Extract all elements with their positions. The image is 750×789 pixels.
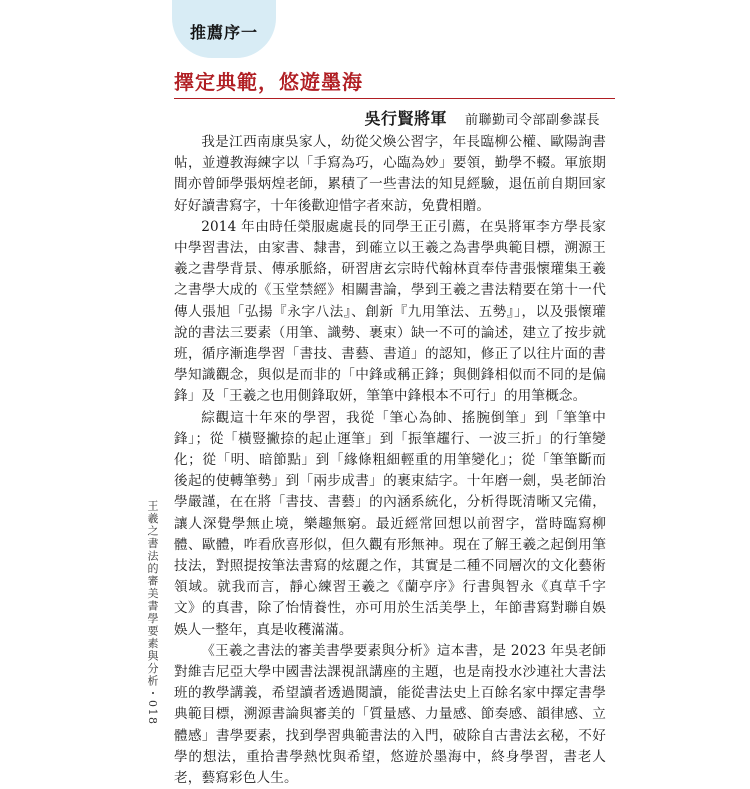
preface-body [174,132,606,789]
paragraph: 綜觀這十年來的學習，我從「筆心為帥、搖腕倒筆」到「筆筆中鋒」；從「橫豎撇捺的起止運筆」到「振筆趯行、一波三折」的行筆變化；從「明、暗節點」到「緣條粗細輕重的用筆變化」；從「筆筆斷而後起的使轉筆勢」到「兩步成書」的裹束結字。十年磨一劍，吳老師治學嚴謹，在在將「書技、書藝」的內涵系統化，分析得既清晰又完備，讓人深覺學無止境，樂趣無窮。最近經常回想以前習字，當時臨寫柳體、歐體，咋看欣喜形似，但久觀有形無神。現在了解王羲之起倒用筆技法，對照提按筆法書寫的炫麗之作，其實是二種不同層次的文化藝術領域。就我而言，靜心練習王羲之《蘭亭序》行書與智永《真草千字文》的真書，除了怡情養性，亦可用於生活美學上，年節書寫對聯自娛娛人一整年，真是收穫滿滿。 [174,409,606,638]
author-line [364,106,600,129]
section-tab-label: 推薦序一 [189,22,258,42]
title-underline [174,98,615,99]
author-role: 前聯勤司令部副參謀長 [464,113,600,128]
paragraph: 《王羲之書法的審美書學要素與分析》這本書，是 2023 年吳老師對維吉尼亞大學中國書法課視訊講座的主題，也是南投水沙連社大書法班的教學講義，希望讀者透過閱讀，能從書法史上百餘名家中擇定書學典範目標，溯源書論與審美的「質量感、力量感、節奏感、韻律感、立體感」書學要素，找到學習典範書法的入門，破除自古書法玄秘，不好學的想法，重拾書學熱忱與希望，悠遊於墨海中，終身學習，書老人老，藝寫彩色人生。 [174,642,606,787]
preface-title: 擇定典範，悠遊墨海 [174,70,363,94]
paragraph: 2014 年由時任榮服處處長的同學王正引薦，在吳將軍李方學長家中學習書法，由家書、隸書，到確立以王羲之為書學典範目標，溯源王羲之書學背景、傳承脈絡，研習唐玄宗時代翰林貢奉侍書張懷瓘集王羲之書學大成的《玉堂禁經》相關書論，學到王羲之書法精要在第十一代傳人張旭「弘揚『永字八法』、創新『九用筆法、五勢』」，以及張懷瓘說的書法三要素（用筆、識勢、裹束）缺一不可的論述，建立了按步就班，循序漸進學習「書技、書藝、書道」的認知，修正了以往片面的書學知識觀念，與似是而非的「中鋒或稱正鋒；與側鋒相似而不同的是偏鋒」及「王羲之也用側鋒取妍，筆筆中鋒根本不可行」的用筆概念。 [174,218,606,405]
running-footer: 王羲之書法的審美書學要素與分析・018 [146,500,159,726]
section-tab [172,0,276,58]
paragraph: 我是江西南康吳家人，幼從父煥公習字，年長臨柳公權、歐陽詢書帖，並遵教海練字以「手寫為巧，心臨為妙」要領，勤學不輟。軍旅期間亦曾師學張炳煌老師，累積了一些書法的知見經驗，退伍前自期回家好好讀書寫字，十年後歡迎惜字者來訪，免費相贈。 [174,134,606,214]
author-name: 吳行賢將軍 [364,109,447,128]
